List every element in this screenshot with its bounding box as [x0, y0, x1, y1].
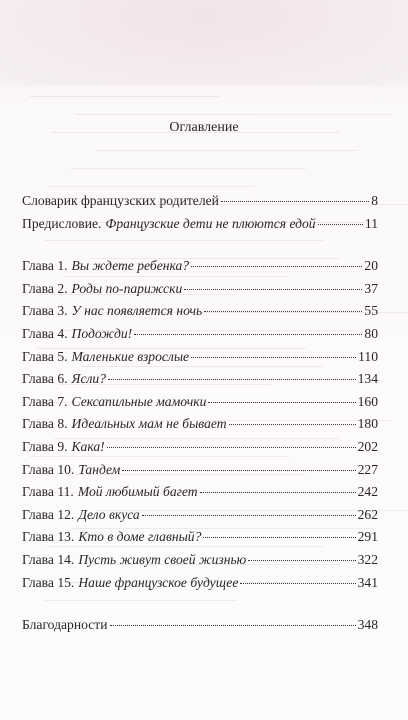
toc-row-page-number: 202	[357, 438, 378, 454]
dot-leader	[229, 424, 356, 425]
dot-leader	[200, 492, 356, 493]
dot-leader	[142, 515, 356, 516]
toc-row-title: Подожди!	[71, 325, 133, 341]
toc-row-prefix: Глава 8.	[22, 416, 68, 432]
toc-row-title: Кто в доме главный?	[78, 529, 202, 545]
dot-leader	[134, 334, 362, 335]
table-of-contents	[22, 193, 378, 640]
toc-row-title: У нас появляется ночь	[71, 303, 203, 319]
dot-leader	[221, 201, 369, 202]
bleed-line	[71, 168, 306, 169]
toc-intro-section	[22, 193, 378, 238]
toc-row-page-number: 262	[357, 506, 378, 522]
toc-row-prefix: Глава 13.	[22, 529, 75, 545]
toc-row-prefix: Глава 5.	[22, 348, 68, 364]
bleed-line	[75, 114, 392, 115]
toc-row-prefix: Глава 14.	[22, 551, 75, 567]
toc-row-prefix: Глава 6.	[22, 371, 68, 387]
dot-leader	[191, 266, 362, 267]
toc-row-prefix: Глава 2.	[22, 280, 68, 296]
toc-row	[22, 552, 378, 575]
toc-row-prefix: Глава 12.	[22, 506, 75, 522]
section-gap	[22, 597, 378, 617]
dot-leader	[240, 583, 355, 584]
dot-leader	[203, 537, 355, 538]
toc-row-prefix: Глава 9.	[22, 438, 68, 454]
toc-row-prefix: Глава 1.	[22, 258, 68, 274]
dot-leader	[318, 224, 363, 225]
toc-row	[22, 193, 378, 216]
toc-row-title: Роды по-парижски	[71, 280, 183, 296]
toc-outro-section	[22, 617, 378, 640]
dot-leader	[248, 560, 355, 561]
toc-row-page-number: 322	[357, 551, 378, 567]
toc-row	[22, 281, 378, 304]
toc-row	[22, 617, 378, 640]
toc-row-page-number: 80	[364, 325, 378, 341]
dot-leader	[107, 447, 356, 448]
toc-row-title: Тандем	[78, 461, 121, 477]
toc-row	[22, 394, 378, 417]
toc-row-page-number: 134	[357, 371, 378, 387]
toc-row	[22, 462, 378, 485]
dot-leader	[122, 470, 355, 471]
toc-row-prefix: Глава 4.	[22, 325, 68, 341]
page-top-band	[0, 0, 408, 85]
toc-row	[22, 439, 378, 462]
toc-row-prefix: Предисловие.	[22, 215, 102, 231]
toc-row	[22, 303, 378, 326]
toc-row-title: Благодарности	[22, 617, 108, 633]
toc-row-page-number: 180	[357, 416, 378, 432]
toc-row-title: Французские дети не плюются едой	[105, 215, 316, 231]
toc-row-page-number: 160	[357, 393, 378, 409]
toc-row-prefix: Глава 7.	[22, 393, 68, 409]
toc-row-page-number: 55	[364, 303, 378, 319]
toc-row	[22, 529, 378, 552]
toc-row-page-number: 341	[357, 574, 378, 590]
toc-row-page-number: 242	[357, 484, 378, 500]
bleed-line	[96, 150, 358, 151]
toc-row-prefix: Глава 11.	[22, 484, 74, 500]
toc-row-title: Словарик французских родителей	[22, 193, 219, 208]
toc-chapters-section	[22, 258, 378, 597]
toc-row-title: Пусть живут своей жизнью	[78, 551, 247, 567]
toc-row-page-number: 37	[364, 280, 378, 296]
toc-row	[22, 216, 378, 239]
toc-row	[22, 484, 378, 507]
dot-leader	[191, 357, 356, 358]
toc-row-title: Вы ждете ребенка?	[71, 258, 190, 274]
toc-row-title: Ясли?	[71, 371, 107, 387]
toc-row-page-number: 11	[364, 215, 378, 231]
toc-row	[22, 371, 378, 394]
toc-row-page-number: 8	[371, 193, 378, 208]
toc-title: Оглавление	[169, 120, 239, 135]
toc-row	[22, 507, 378, 530]
section-gap	[22, 238, 378, 258]
toc-row-title: Сексапильные мамочки	[71, 393, 207, 409]
toc-row-page-number: 20	[364, 258, 378, 274]
dot-leader	[108, 379, 356, 380]
bleed-line	[47, 186, 254, 187]
toc-row-page-number: 291	[357, 529, 378, 545]
toc-row-title: Кака!	[71, 438, 105, 454]
toc-row-title: Дело вкуса	[78, 506, 140, 522]
toc-row	[22, 326, 378, 349]
dot-leader	[208, 402, 355, 403]
toc-row	[22, 416, 378, 439]
toc-row-title: Маленькие взрослые	[71, 348, 190, 364]
toc-row-title: Идеальных мам не бывает	[71, 416, 227, 432]
toc-row-title: Мой любимый багет	[77, 484, 198, 500]
toc-row-page-number: 110	[358, 348, 378, 364]
toc-row	[22, 575, 378, 598]
toc-row-title: Наше французское будущее	[78, 574, 239, 590]
dot-leader	[110, 625, 356, 626]
bleed-line	[30, 96, 220, 97]
toc-row-prefix: Глава 3.	[22, 303, 68, 319]
toc-row	[22, 349, 378, 372]
toc-row-page-number: 227	[357, 461, 378, 477]
dot-leader	[204, 311, 362, 312]
toc-row-prefix: Глава 15.	[22, 574, 75, 590]
toc-row-prefix: Глава 10.	[22, 461, 75, 477]
toc-row-page-number: 348	[357, 617, 378, 633]
dot-leader	[184, 289, 362, 290]
toc-row	[22, 258, 378, 281]
